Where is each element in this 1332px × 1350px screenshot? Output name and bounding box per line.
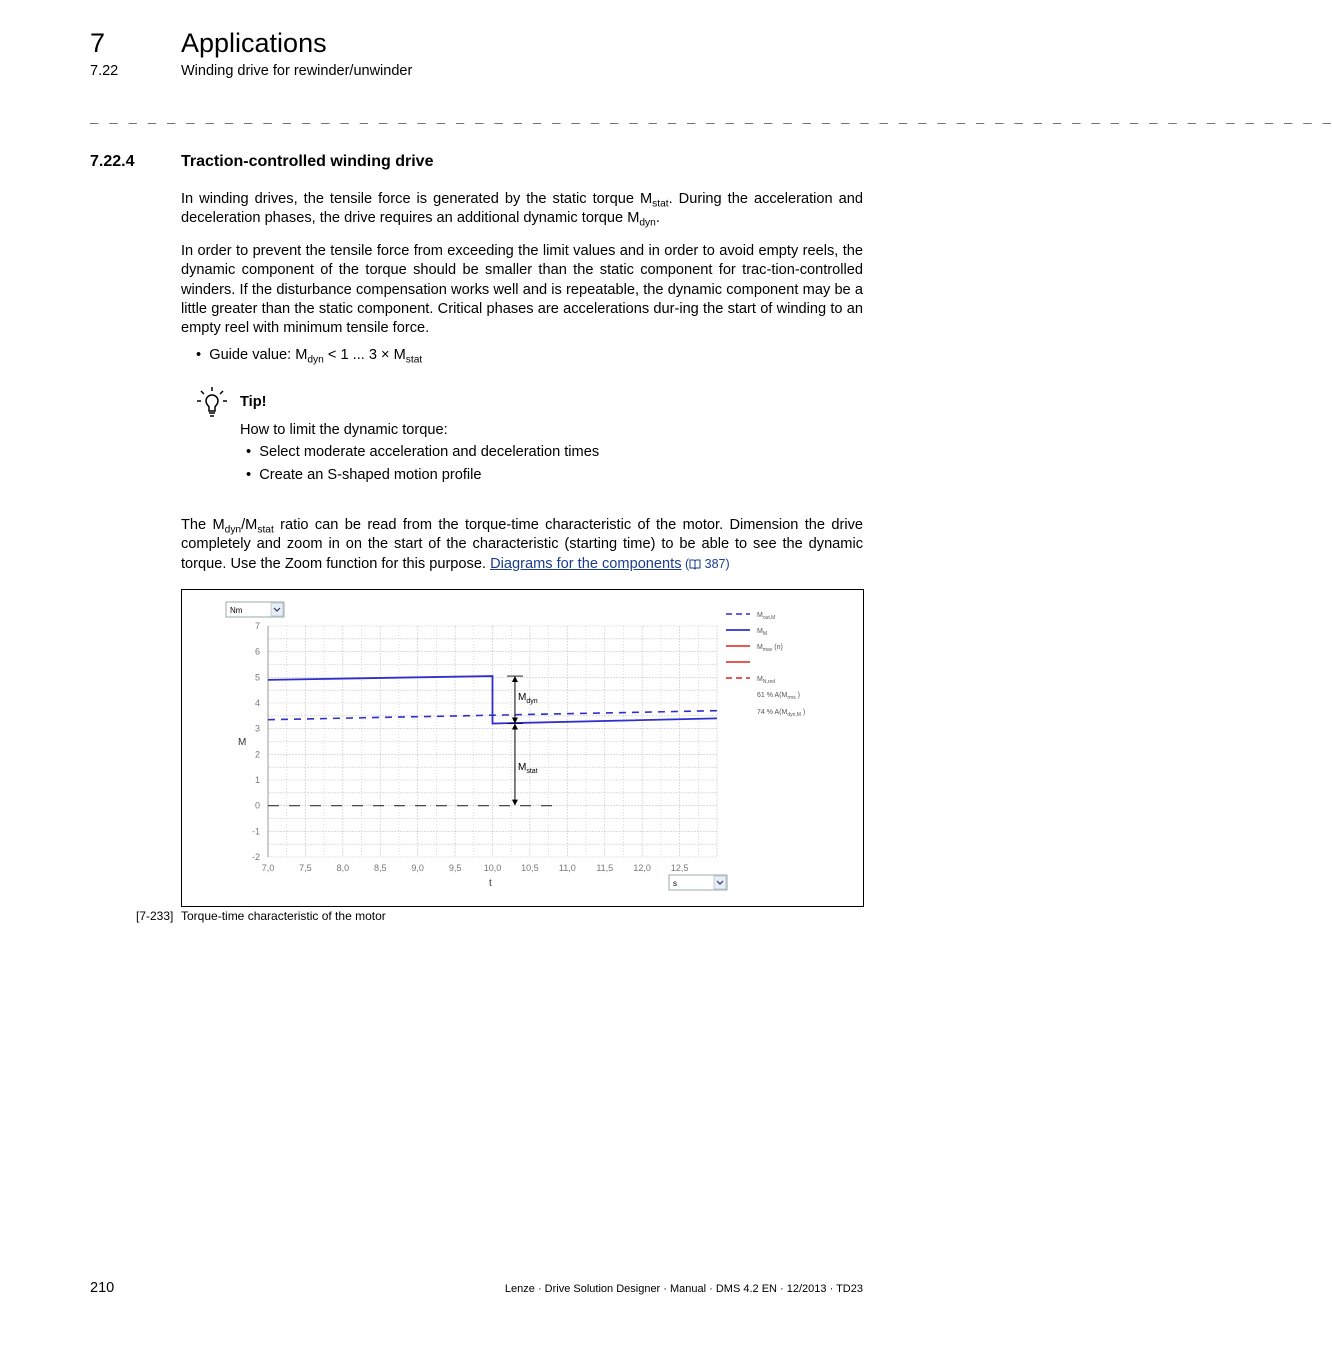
- torque-time-figure: [181, 589, 864, 907]
- chart-grid: [268, 626, 717, 857]
- lightbulb-icon: [196, 386, 228, 418]
- arrowhead-top-1: [512, 724, 518, 730]
- x-tick-label: 7,5: [299, 863, 312, 873]
- arrowhead-top-0: [512, 676, 518, 682]
- svg-text:s: s: [673, 879, 677, 888]
- x-tick-label: 11,0: [558, 863, 576, 873]
- chapter-title: Applications: [181, 28, 327, 58]
- footer-info: Lenze · Drive Solution Designer · Manual · DMS 4.2 EN · 12/2013 · TD23: [504, 1283, 863, 1295]
- tip-item-1: • Select moderate acceleration and deceleration times: [246, 444, 600, 460]
- y-tick-label: 0: [254, 800, 260, 811]
- section-number: 7.22: [90, 63, 119, 79]
- page-number: 210: [90, 1280, 115, 1296]
- paragraph-2: In order to prevent the tensile force from exceeding the limit values and in order to avoid empty reels, the dynamic component of the torque should be smaller than the static component for trac-tion-controlled winders. If the disturbance compensation works well and is repeatable, the dynamic component may be a little greater than the static component. Critical phases are accelerations dur-ing the start of winding to an empty reel with minimum tensile force.: [181, 243, 863, 337]
- annotation-mdyn: $M_{dyn}$: [518, 692, 538, 705]
- chart-legend: [726, 612, 805, 718]
- x-tick-label: 12,0: [633, 863, 651, 873]
- y-tick-label: -2: [251, 852, 260, 862]
- figure-caption: Torque-time characteristic of the motor: [181, 909, 386, 923]
- diagrams-link[interactable]: Diagrams for the components: [490, 555, 682, 572]
- series-line-0: [268, 676, 717, 723]
- x-tick-label: 7,0: [261, 863, 275, 873]
- legend-label-mnred: $M_{N,red}$: [757, 676, 776, 685]
- subsection-number: 7.22.4: [90, 153, 135, 170]
- x-tick-label: 9,0: [411, 863, 424, 873]
- unit-select[interactable]: [226, 602, 284, 617]
- y-tick-label: 2: [254, 749, 260, 760]
- section-title: Winding drive for rewinder/unwinder: [181, 63, 413, 79]
- figure-caption-number: [7-233]: [136, 909, 174, 923]
- x-tick-label: 12,5: [670, 863, 689, 873]
- y-tick-label: 6: [254, 646, 260, 657]
- y-tick-label: 5: [254, 672, 260, 683]
- legend-label-mout: $M_{out,M}$: [757, 612, 776, 621]
- y-tick-label: -1: [251, 826, 260, 837]
- y-tick-label: 3: [254, 723, 260, 734]
- x-tick-label: 8,5: [373, 863, 387, 873]
- legend-label-mm: $M_M$: [757, 628, 768, 637]
- x-tick-label: 11,5: [596, 863, 614, 873]
- y-tick-label: 1: [254, 775, 260, 785]
- x-tick-label: 8,0: [336, 863, 350, 873]
- arrowhead-bottom-1: [512, 800, 518, 806]
- subsection-title: Traction-controlled winding drive: [181, 153, 434, 170]
- legend-percent-dyn: 74 % $A(M_{dyn,M}$ ): [757, 709, 806, 718]
- y-tick-label: 4: [254, 698, 260, 708]
- legend-percent-rms: 61 % $A(M_{rms}$ ): [757, 692, 800, 701]
- annotation-mstat: $M_{stat}$: [518, 762, 538, 775]
- x-tick-label: 9,5: [448, 863, 462, 873]
- tip-intro: How to limit the dynamic torque:: [240, 422, 448, 438]
- page-ref[interactable]: ( 387): [681, 556, 730, 571]
- chart-axes: [252, 621, 688, 873]
- x-tick-label: 10,5: [521, 863, 539, 873]
- tip-label: Tip!: [240, 394, 267, 410]
- x-axis-label: t: [489, 878, 492, 889]
- book-icon: [689, 559, 701, 569]
- time-select[interactable]: [669, 875, 727, 890]
- paragraph-3: The $M_{dyn}/M_{stat}$ ratio can be read from the torque-time characteristic of the motor. Dimension the drive completely and zoom in on the start of the characteristic (starting time) to be able to see the dynamic torque. Use the Zoom function for this purpose. Diagrams for the components ( 387): [181, 517, 863, 572]
- y-axis-label: M: [238, 737, 247, 748]
- guide-value-item: • Guide value: $M_{dyn} < 1$ ... $3 \times M_{stat}$: [196, 347, 423, 366]
- legend-label-mmax: $M_{max}$ (n): [757, 644, 783, 653]
- x-tick-label: 10,0: [483, 863, 502, 873]
- y-tick-label: 7: [254, 621, 260, 631]
- paragraph-1: In winding drives, the tensile force is generated by the static torque $M_{stat}$. During the acceleration and deceleration phases, the drive requires an additional dynamic torque $M_{dyn}$.: [181, 191, 863, 229]
- torque-time-chart: [182, 590, 863, 906]
- header-separator: _ _ _ _ _ _ _ _ _ _ _ _ _ _ _ _ _ _ _ _ _ _ _ _ _ _ _ _ _ _ _ _ _ _ _ _ _ _ _ _ _ _ _ _ _ _ _ _ _ _ _ _ _ _ _ _ _ _ _ _ _ _ _ _ _: [90, 108, 1332, 124]
- chapter-number: 7: [90, 28, 106, 58]
- tip-item-2: • Create an S-shaped motion profile: [246, 467, 482, 483]
- svg-text:Nm: Nm: [230, 606, 243, 615]
